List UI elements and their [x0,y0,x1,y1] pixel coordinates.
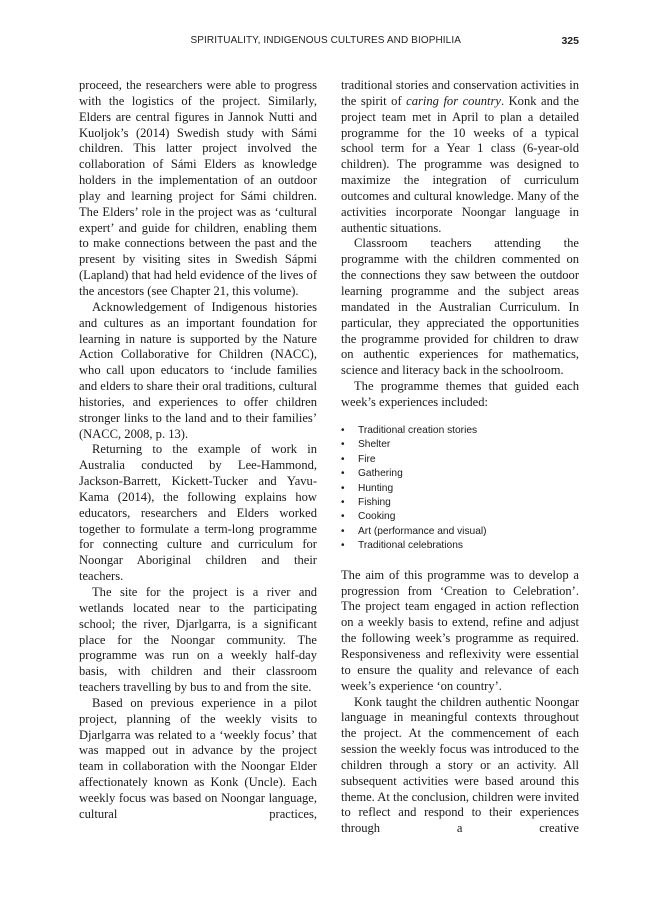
list-item: • Cooking [341,510,579,524]
paragraph: The aim of this programme was to develop a progression from ‘Creation to Celebration’. The project team engaged in action reflection on a weekly basis to extend, refine and adjust the following week’s programme as required. Responsiveness and reflexivity were essential to ensure the quality and relevance of each week’s experience ‘on country’. [341,567,579,693]
paragraph-text: traditional stories and conservation activities in the spirit of [341,78,579,108]
list-item: • Fishing [341,496,579,510]
paragraph: Based on previous experience in a pilot project, planning of the weekly visits to Djarlgarra was related to a ‘weekly focus’ that was mapped out in advance by the project team in collaboration with the Noongar Elder affectionately known as Konk (Uncle). Each weekly focus was based on Noongar language, cultural practices, [79,695,317,821]
list-item: • Fire [341,453,579,467]
paragraph-text: . Konk and the project team met in April to plan a detailed programme for the 10 weeks of a typical school term for a Year 1 class (6-year-old children). The programme was designed to maximize the integration of curriculum outcomes and cultural knowledge. Many of the activities incorporate Noongar language in authentic situations. [341,93,579,235]
running-title: SPIRITUALITY, INDIGENOUS CULTURES AND BIOPHILIA [190,35,461,46]
paragraph: Konk taught the children authentic Noongar language in meaningful contexts throughout the project. At the commencement of each session the weekly focus was introduced to the children through a story or an activity. All subsequent activities were based around this theme. At the conclusion, children were invited to reflect and respond to their experiences through a creative [341,694,579,836]
left-column [79,78,317,823]
paragraph: The programme themes that guided each week’s experiences included: [341,379,579,409]
paragraph [341,78,579,236]
paragraph: Returning to the example of work in Australia conducted by Lee-Hammond, Jackson-Barrett, Kickett-Tucker and Yavu-Kama (2014), the following explains how educators, researchers and Elders worked together to formulate a term-long programme for connecting culture and curriculum for Noongar Aboriginal children and their teachers. [79,442,317,584]
paragraph: Acknowledgement of Indigenous histories and cultures as an important foundation for learning in nature is supported by the Nature Action Collaborative for Children (NACC), who call upon educators to ‘include families and elders to share their oral traditions, cultural histories, and experiences to offer children stronger links to the land and to their families’ (NACC, 2008, p. 13). [79,299,317,441]
list-item: • Shelter [341,438,579,452]
list-item: • Traditional creation stories [341,424,579,438]
paragraph: proceed, the researchers were able to progress with the logistics of the project. Similarly, Elders are central figures in Jannok Nutti and Kuoljok’s (2014) Swedish study with Sámi children. This latter project involved the collaboration of Sámi Elders as knowledge holders in the implementation of an outdoor play and learning project for Sámi children. The Elders’ role in the project was as ‘cultural expert’ and guide for children, enabling them to make connections between the past and the present by visiting sites in Swedish Sápmi (Lapland) that had held evidence of the lives of the ancestors (see Chapter 21, this volume). [79,78,317,298]
running-header [79,35,579,51]
paragraph: Classroom teachers attending the programme with the children commented on the connections they saw between the outdoor learning programme and the subject areas mandated in the Australian Curriculum. In particular, they appreciated the opportunities the programme provided for children to draw on authentic experiences for mathematics, science and literacy back in the schoolroom. [341,236,579,378]
themes-list [341,424,579,554]
list-item: • Hunting [341,482,579,496]
list-item: • Art (performance and visual) [341,525,579,539]
emphasis: caring for country [406,93,501,108]
page-number: 325 [561,35,579,47]
paragraph: The site for the project is a river and wetlands located near to the participating school; the river, Djarlgarra, is a significant place for the Noongar community. The programme was run on a weekly half-day basis, with children and their classroom teachers travelling by bus to and from the site. [79,585,317,695]
right-column [341,78,579,837]
list-item: • Traditional celebrations [341,539,579,553]
list-item: • Gathering [341,467,579,481]
